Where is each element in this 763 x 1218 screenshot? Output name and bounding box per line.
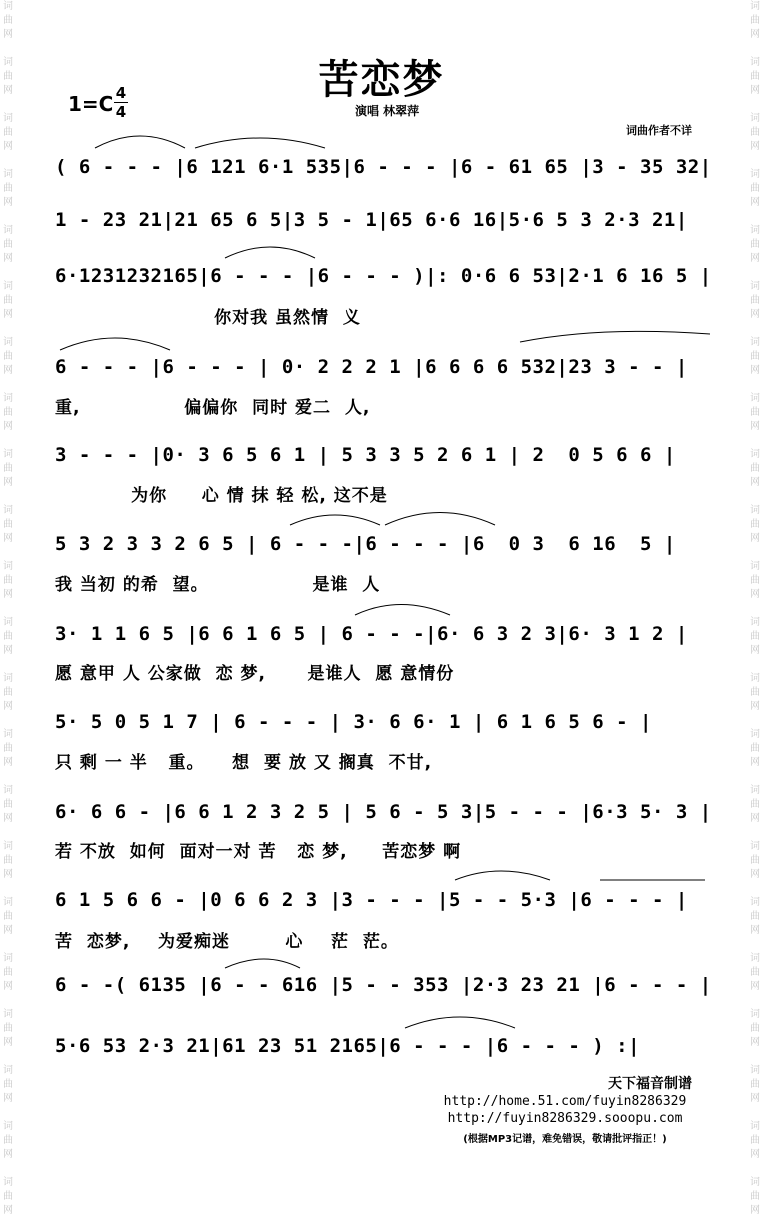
lyric-line-8: 只 剩 一 半 重。 想 要 放 又 搁真 不甘, bbox=[55, 753, 433, 773]
lyric-line-10: 苦 恋梦, 为爱痴迷 心 茫 茫。 bbox=[55, 932, 399, 952]
watermark-right: 词 曲 网 词 曲 网 词 曲 网 词 曲 网 词 曲 网 词 曲 网 词 曲 网 词 曲 网 词 曲 网 词 曲 网 词 曲 网 词 曲 网 词 曲 网 词 曲 网 词 曲 网 词 曲 网 词 曲 网 词 曲 网 词 曲 网 词 曲 网 词 曲 网 词 曲 网 bbox=[750, 1, 760, 1216]
meter-bottom: 4 bbox=[115, 103, 127, 121]
lyric-line-7: 愿 意甲 人 公家做 恋 梦, 是谁人 愿 意情份 bbox=[55, 664, 455, 684]
lyric-line-4: 重, 偏偏你 同时 爱二 人, bbox=[55, 398, 371, 418]
singer-credit: 演唱 林翠萍 bbox=[355, 104, 420, 118]
lyric-line-6: 我 当初 的希 望。 是谁 人 bbox=[55, 575, 381, 595]
staff-line-2: 1 - 23 21|21 65 6 5|3 5 - 1|65 6·6 16|5·6 5 3 2·3 21| bbox=[55, 209, 688, 231]
staff-line-10: 6 1 5 6 6 - |0 6 6 2 3 |3 - - - |5 - - 5·3 |6 - - - | bbox=[55, 889, 688, 911]
author-credit: 词曲作者不详 bbox=[626, 124, 692, 137]
brand-name: 天下福音制谱 bbox=[608, 1076, 692, 1092]
lyric-line-3: 你对我 虽然情 义 bbox=[55, 308, 361, 328]
staff-line-4: 6 - - - |6 - - - | 0· 2 2 2 1 |6 6 6 6 532|23 3 - - | bbox=[55, 356, 688, 378]
watermark-left: 词 曲 网 词 曲 网 词 曲 网 词 曲 网 词 曲 网 词 曲 网 词 曲 网 词 曲 网 词 曲 网 词 曲 网 词 曲 网 词 曲 网 词 曲 网 词 曲 网 词 曲 网 词 曲 网 词 曲 网 词 曲 网 词 曲 网 词 曲 网 词 曲 网 词 曲 网 bbox=[3, 1, 13, 1216]
staff-line-3: 6·1231232165|6 - - - |6 - - - )|: 0·6 6 53|2·1 6 16 5 | bbox=[55, 265, 712, 287]
lyric-line-9: 若 不放 如何 面对一对 苦 恋 梦, 苦恋梦 啊 bbox=[55, 842, 462, 862]
key-signature: 1=C bbox=[68, 92, 114, 116]
staff-line-6: 5 3 2 3 3 2 6 5 | 6 - - -|6 - - - |6 0 3 6 16 5 | bbox=[55, 533, 676, 555]
staff-line-9: 6· 6 6 - |6 6 1 2 3 2 5 | 5 6 - 5 3|5 - - - |6·3 5· 3 | bbox=[55, 801, 712, 823]
transcription-note: (根据MP3记谱，难免错误，敬请批评指正！) bbox=[463, 1134, 667, 1145]
staff-line-5: 3 - - - |0· 3 6 5 6 1 | 5 3 3 5 2 6 1 | 2 0 5 6 6 | bbox=[55, 444, 676, 466]
url-site: http://fuyin8286329.sooopu.com bbox=[447, 1111, 683, 1126]
staff-line-7: 3· 1 1 6 5 |6 6 1 6 5 | 6 - - -|6· 6 3 2 3|6· 3 1 2 | bbox=[55, 623, 688, 645]
song-title: 苦恋梦 bbox=[318, 57, 445, 103]
signature-block bbox=[420, 1073, 710, 1145]
lyric-line-5: 为你 心 情 抹 轻 松, 这不是 bbox=[55, 486, 388, 506]
staff-line-1: ( 6 - - - |6 121 6·1 535|6 - - - |6 - 61 65 |3 - 35 32| bbox=[55, 156, 712, 178]
meter-top: 4 bbox=[115, 84, 127, 102]
staff-line-12: 5·6 53 2·3 21|61 23 51 2165|6 - - - |6 - - - ) :| bbox=[55, 1035, 641, 1057]
url-home: http://home.51.com/fuyin8286329 bbox=[443, 1094, 687, 1109]
staff-line-8: 5· 5 0 5 1 7 | 6 - - - | 3· 6 6· 1 | 6 1 6 5 6 - | bbox=[55, 711, 652, 733]
staff-line-11: 6 - -( 6135 |6 - - 616 |5 - - 353 |2·3 23 21 |6 - - - | bbox=[55, 974, 712, 996]
